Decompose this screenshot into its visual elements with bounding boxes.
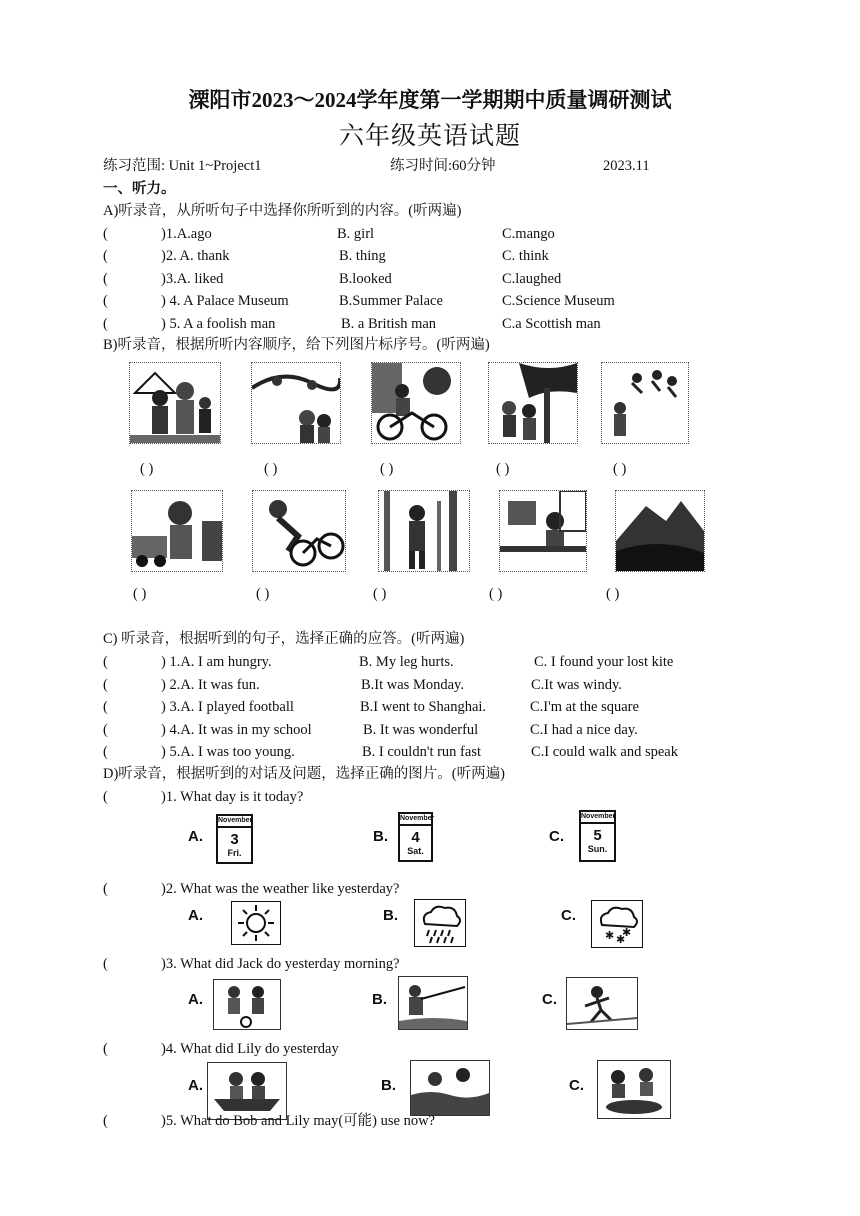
part-a-item-1: )1.A.ago xyxy=(161,226,212,242)
paren-open: ( xyxy=(103,1041,108,1057)
answer-slot[interactable]: ( ) xyxy=(256,586,270,602)
part-c-item-3-c: C.I'm at the square xyxy=(530,699,639,715)
part-c-item-4-b: B. It was wonderful xyxy=(363,722,479,738)
svg-text:✱: ✱ xyxy=(616,933,626,946)
boy-at-computer-picture xyxy=(499,490,587,572)
calendar-month: November xyxy=(581,812,614,824)
answer-slot[interactable]: ( ) xyxy=(373,586,387,602)
answer-slot[interactable]: ( ) xyxy=(489,586,503,602)
part-a-item-3-b: B.looked xyxy=(339,271,392,287)
paren-open: ( xyxy=(103,316,108,332)
girl-with-kite-picture xyxy=(601,362,689,444)
part-c-item-1: ) 1.A. I am hungry. xyxy=(161,654,272,670)
part-c-item-5: ) 5.A. I was too young. xyxy=(161,744,295,760)
option-a-label: A. xyxy=(188,828,203,845)
paren-open: ( xyxy=(103,744,108,760)
paren-open: ( xyxy=(103,226,108,242)
option-b-label: B. xyxy=(373,828,388,845)
part-a-item-5-c: C.a Scottish man xyxy=(502,316,601,332)
calendar-month: November xyxy=(400,814,431,826)
part-d-question-2: )2. What was the weather like yesterday? xyxy=(161,881,400,897)
page-title: 溧阳市2023～2024学年度第一学期期中质量调研测试 xyxy=(188,88,672,112)
paren-open: ( xyxy=(103,956,108,972)
calendar-icon xyxy=(579,810,616,862)
boy-falling-bike-picture xyxy=(252,490,346,572)
paren-open: ( xyxy=(103,293,108,309)
kids-playing-football-picture xyxy=(213,979,281,1030)
paren-open: ( xyxy=(103,699,108,715)
part-d-question-1: )1. What day is it today? xyxy=(161,789,304,805)
part-a-item-1-c: C.mango xyxy=(502,226,555,242)
calendar-weekday: Fri. xyxy=(227,848,242,858)
part-c-item-1-c: C. I found your lost kite xyxy=(534,654,674,670)
answer-slot[interactable]: ( ) xyxy=(264,461,278,477)
kids-picnic-picture xyxy=(597,1060,671,1119)
part-a-item-4: ) 4. A Palace Museum xyxy=(161,293,289,309)
calendar-day: 3 xyxy=(230,831,239,848)
svg-text:✱: ✱ xyxy=(605,929,615,942)
part-c-item-1-b: B. My leg hurts. xyxy=(359,654,454,670)
calendar-icon xyxy=(398,812,433,862)
part-c-item-3: ) 3.A. I played football xyxy=(161,699,294,715)
boy-by-car-picture xyxy=(131,490,223,572)
mountain-picture xyxy=(615,490,705,572)
part-d-question-4: )4. What did Lily do yesterday xyxy=(161,1041,339,1057)
calendar-day: 5 xyxy=(593,827,602,844)
page-subtitle: 六年级英语试题 xyxy=(338,123,521,150)
sun-icon xyxy=(231,901,281,945)
option-b-label: B. xyxy=(383,907,398,924)
paren-open: ( xyxy=(103,654,108,670)
part-c-item-4: ) 4.A. It was in my school xyxy=(161,722,312,738)
snow-cloud-icon xyxy=(591,900,643,948)
part-c-item-3-b: B.I went to Shanghai. xyxy=(360,699,487,715)
part-c-item-2-c: C.It was windy. xyxy=(531,677,622,693)
paren-open: ( xyxy=(103,722,108,738)
part-d-question-5: )5. What do Bob and Lily may(可能) use now? xyxy=(161,1113,435,1129)
part-c-item-4-c: C.I had a nice day. xyxy=(530,722,638,738)
boy-on-bicycle-picture xyxy=(371,362,461,444)
man-fishing-picture xyxy=(398,976,468,1030)
answer-slot[interactable]: ( ) xyxy=(380,461,394,477)
paren-open: ( xyxy=(103,1113,108,1129)
calendar-weekday: Sun. xyxy=(587,844,608,854)
calendar-day: 4 xyxy=(411,829,420,846)
children-under-tree-picture xyxy=(488,362,578,444)
part-a-item-5: ) 5. A a foolish man xyxy=(161,316,276,332)
rain-cloud-icon xyxy=(414,899,466,947)
part-a-item-2-b: B. thing xyxy=(339,248,386,264)
part-a-item-2-c: C. think xyxy=(502,248,549,264)
paren-open: ( xyxy=(103,789,108,805)
part-a-item-2: )2. A. thank xyxy=(161,248,230,264)
exam-date: 2023.11 xyxy=(603,158,650,174)
part-a-item-5-b: B. a British man xyxy=(341,316,437,332)
practice-time: 练习时间:60分钟 xyxy=(390,158,496,174)
option-a-label: A. xyxy=(188,907,203,924)
paren-open: ( xyxy=(103,248,108,264)
part-a-instruction: A)听录音，从所听句子中选择你所听到的内容。(听两遍) xyxy=(103,203,462,219)
answer-slot[interactable]: ( ) xyxy=(613,461,627,477)
part-d-question-3: )3. What did Jack do yesterday morning? xyxy=(161,956,400,972)
part-d-instruction: D)听录音，根据听到的对话及问题，选择正确的图片。(听两遍) xyxy=(103,766,505,782)
option-b-label: B. xyxy=(381,1077,396,1094)
man-in-forest-picture xyxy=(378,490,470,572)
part-a-item-4-b: B.Summer Palace xyxy=(339,293,443,309)
kids-swimming-picture xyxy=(410,1060,490,1116)
svg-text:✱: ✱ xyxy=(622,926,632,939)
runner-picture xyxy=(566,977,638,1030)
part-c-instruction: C) 听录音，根据听到的句子，选择正确的应答。(听两遍) xyxy=(103,631,465,647)
family-hiking-picture xyxy=(129,362,221,444)
part-c-item-2: ) 2.A. It was fun. xyxy=(161,677,260,693)
part-b-instruction: B)听录音，根据所听内容顺序，给下列图片标序号。(听两遍) xyxy=(103,337,490,353)
option-c-label: C. xyxy=(569,1077,584,1094)
calendar-icon xyxy=(216,814,253,864)
option-c-label: C. xyxy=(561,907,576,924)
children-in-tree-picture xyxy=(251,362,341,444)
answer-slot[interactable]: ( ) xyxy=(140,461,154,477)
practice-scope: 练习范围: Unit 1~Project1 xyxy=(103,158,262,174)
section-heading: 一、听力。 xyxy=(103,181,176,197)
answer-slot[interactable]: ( ) xyxy=(496,461,510,477)
option-c-label: C. xyxy=(549,828,564,845)
paren-open: ( xyxy=(103,271,108,287)
part-a-item-3-c: C.laughed xyxy=(502,271,562,287)
part-c-item-5-b: B. I couldn't run fast xyxy=(362,744,481,760)
part-a-item-3: )3.A. liked xyxy=(161,271,224,287)
paren-open: ( xyxy=(103,677,108,693)
option-a-label: A. xyxy=(188,991,203,1008)
part-c-item-2-b: B.It was Monday. xyxy=(361,677,464,693)
option-c-label: C. xyxy=(542,991,557,1008)
paren-open: ( xyxy=(103,881,108,897)
calendar-weekday: Sat. xyxy=(407,846,424,856)
option-b-label: B. xyxy=(372,991,387,1008)
part-c-item-5-c: C.I could walk and speak xyxy=(531,744,678,760)
option-a-label: A. xyxy=(188,1077,203,1094)
answer-slot[interactable]: ( ) xyxy=(606,586,620,602)
answer-slot[interactable]: ( ) xyxy=(133,586,147,602)
part-a-item-1-b: B. girl xyxy=(337,226,375,242)
part-a-item-4-c: C.Science Museum xyxy=(502,293,615,309)
calendar-month: November xyxy=(218,816,251,828)
